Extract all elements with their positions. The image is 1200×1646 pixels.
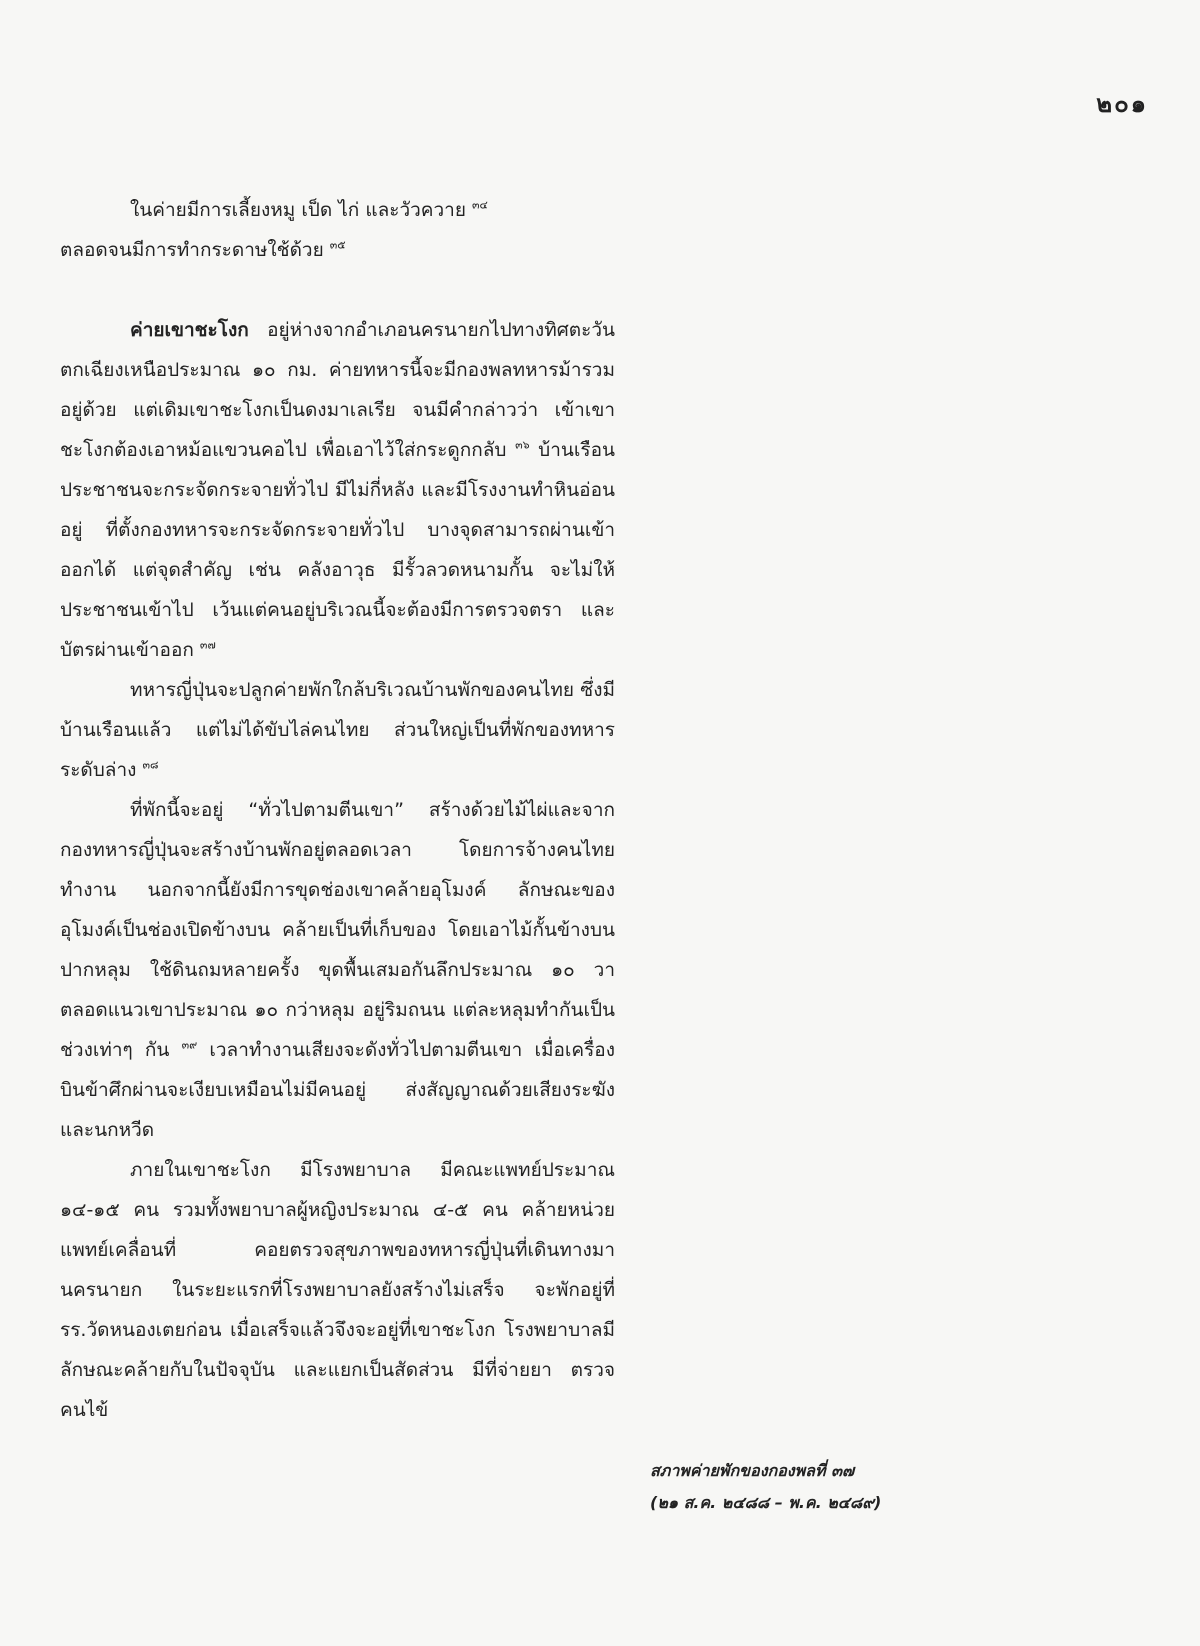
footnote-ref: ๓๔	[472, 198, 488, 212]
footnote-ref: ๓๘	[142, 758, 159, 772]
paragraph-text: ในค่ายมีการเลี้ยงหมู เป็ด ไก่ และวัวควาย	[130, 199, 466, 221]
paragraph-khao-chanong	[60, 310, 615, 670]
footnote-ref: ๓๗	[199, 638, 216, 652]
footnote-ref: ๓๙	[181, 1038, 198, 1052]
paragraph-text: ที่พักนี้จะอยู่ “ทั่วไปตามตีนเขา” สร้างด้วยไม้ไผ่และจาก กองทหารญี่ปุ่นจะสร้างบ้านพักอยู่ตลอดเวลา โดยการจ้างคนไทยทำงาน นอกจากนี้ยังมีการขุดช่องเขาคล้ายอุโมงค์ ลักษณะของอุโมงค์เป็นช่องเปิดข้างบน คล้ายเป็นที่เก็บของ โดยเอาไม้กั้นข้างบนปากหลุม ใช้ดินถมหลายครั้ง ขุดพื้นเสมอกันลึกประมาณ ๑๐ วา ตลอดแนวเขาประมาณ ๑๐ กว่าหลุม อยู่ริมถนน แต่ละหลุมทำกันเป็นช่วงเท่าๆ กัน	[60, 799, 615, 1061]
paragraph-text: ตลอดจนมีการทำกระดาษใช้ด้วย	[60, 239, 324, 261]
paragraph-text: บ้านเรือนประชาชนจะกระจัดกระจายทั่วไป มีไม่กี่หลัง และมีโรงงานทำหินอ่อนอยู่ ที่ตั้งกองทหารจะกระจัดกระจายทั่วไป บางจุดสามารถผ่านเข้าออกได้ แต่จุดสำคัญ เช่น คลังอาวุธ มีรั้วลวดหนามกั้น จะไม่ให้ประชาชนเข้าไป เว้นแต่คนอยู่บริเวณนี้จะต้องมีการตรวจตรา และบัตรผ่านเข้าออก	[60, 439, 615, 661]
paragraph-tunnels	[60, 790, 615, 1150]
section-heading: ค่ายเขาชะโงก	[130, 319, 249, 341]
paragraph-text: อยู่ห่างจากอำเภอนครนายกไปทางทิศตะวันตกเฉียงเหนือประมาณ ๑๐ กม. ค่ายทหารนี้จะมีกองพลทหารม้ารวมอยู่ด้วย แต่เดิมเขาชะโงกเป็นดงมาเลเรีย จนมีคำกล่าวว่า เข้าเขาชะโงกต้องเอาหม้อแขวนคอไป เพื่อเอาไว้ใส่กระดูกกลับ	[60, 319, 615, 461]
paragraph-camps	[60, 670, 615, 790]
photo-caption	[650, 1455, 881, 1519]
page-number: ๒๐๑	[1096, 90, 1148, 118]
paragraph-hospital	[60, 1150, 615, 1430]
footnote-ref: ๓๖	[515, 438, 530, 452]
paragraph-paper	[60, 230, 615, 270]
paragraph-text: เวลาทำงานเสียงจะดังทั่วไปตามตีนเขา เมื่อเครื่องบินข้าศึกผ่านจะเงียบเหมือนไม่มีคนอยู่ ส่งสัญญาณด้วยเสียงระฆังและนกหวีด	[60, 1039, 615, 1141]
caption-line: สภาพค่ายพักของกองพลที่ ๓๗	[650, 1461, 855, 1480]
caption-line: (๒๑ ส.ค. ๒๔๘๘ – พ.ค. ๒๔๘๙)	[650, 1493, 882, 1512]
footnote-ref: ๓๕	[329, 238, 346, 252]
paragraph-text: ทหารญี่ปุ่นจะปลูกค่ายพักใกล้บริเวณบ้านพักของคนไทย ซึ่งมีบ้านเรือนแล้ว แต่ไม่ได้ขับไล่คนไทย ส่วนใหญ่เป็นที่พักของทหารระดับล่าง	[60, 679, 615, 781]
paragraph-livestock	[60, 190, 615, 230]
paragraph-text: ภายในเขาชะโงก มีโรงพยาบาล มีคณะแพทย์ประมาณ ๑๔-๑๕ คน รวมทั้งพยาบาลผู้หญิงประมาณ ๔-๕ คน คล้ายหน่วยแพทย์เคลื่อนที่ คอยตรวจสุขภาพของทหารญี่ปุ่นที่เดินทางมานครนายก ในระยะแรกที่โรงพยาบาลยังสร้างไม่เสร็จ จะพักอยู่ที่ รร.วัดหนองเตยก่อน เมื่อเสร็จแล้วจึงจะอยู่ที่เขาชะโงก โรงพยาบาลมีลักษณะคล้ายกับในปัจจุบัน และแยกเป็นสัดส่วน มีที่จ่ายยา ตรวจคนไข้	[60, 1159, 615, 1421]
body-text	[60, 190, 615, 1430]
